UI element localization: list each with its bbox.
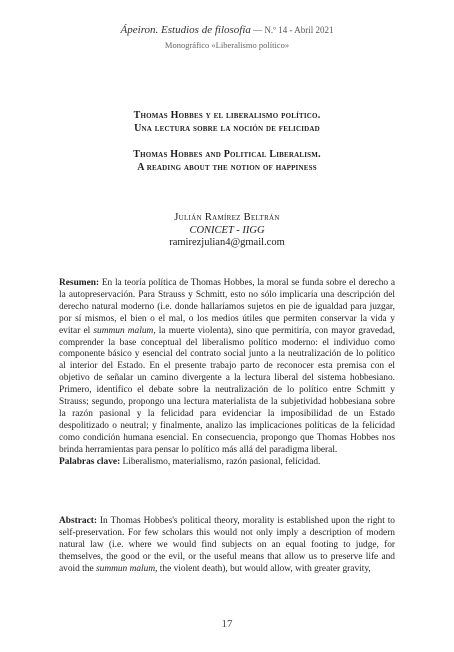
abstract-text-a: In Thomas Hobbes's political theory, morality is established upon the right to self-preservation. For few scholars this would not only imply a description of modern natural law (i.e. where we would find subjects on an equal footing to judge, for themselves, the good or the evil, or the useful means that allow us to preserve life and avoid the <box>59 516 395 574</box>
issue-info: — N.º 14 - Abril 2021 <box>250 25 334 35</box>
abstract-text-em: summun malum <box>95 563 156 574</box>
keywords-label: Palabras clave: <box>59 456 121 467</box>
journal-name: Ápeiron. Estudios de filosofía <box>120 24 251 36</box>
author-block <box>0 212 454 250</box>
page-number: 17 <box>221 618 233 630</box>
journal-line <box>0 24 454 37</box>
title-en-line1: Thomas Hobbes and Political Liberalism. <box>133 149 321 160</box>
resumen-paragraph <box>59 278 395 469</box>
running-header <box>0 24 454 52</box>
title-block <box>0 109 454 174</box>
resumen-text-b: , la muerte violenta), sino que permitiría, con mayor gravedad, comprender la base conceptual del liberalismo político moderno: el individuo como componente básico y esencial del contrato social junto a la neutralización de lo político al interior del Estado. En el presente trabajo parto de reconocer esta premisa con el objetivo de señalar un camino divergente a la lectura liberal del sistema hobbesiano. Primero, identifico el debate sobre la neutralización de lo político entre Schmitt y Strauss; segundo, propongo una lectura materialista de la subjetividad hobbesiana sobre la razón pasional y la felicidad para evidenciar la imposibilidad de un Estado despolitizado o neutral; y finalmente, analizo las implicaciones políticas de la felicidad como condición humana esencial. En consecuencia, propongo que Thomas Hobbes nos brinda herramientas para pensar lo político más allá del paradigma liberal. <box>59 325 396 455</box>
abstract-label: Abstract: <box>59 516 98 526</box>
author-name: Julián Ramírez Beltrán <box>174 212 280 223</box>
resumen-text-em: summun malum <box>93 325 154 336</box>
resumen-label: Resumen: <box>59 278 100 288</box>
author-email: ramirezjulian4@gmail.com <box>169 237 285 248</box>
title-en-line2: A reading about the notion of happiness <box>137 162 317 173</box>
abstract-paragraph <box>59 516 395 576</box>
keywords-text: Liberalismo, materialismo, razón pasional, felicidad. <box>120 456 321 467</box>
title-es-line1: Thomas Hobbes y el liberalismo político. <box>133 110 321 121</box>
title-es-line2: Una lectura sobre la noción de felicidad <box>134 123 320 134</box>
resumen-text-a: En la teoría política de Thomas Hobbes, la moral se funda sobre el derecho a la autopreservación. Para Strauss y Schmitt, esto no sólo implicaría una descripción del derecho natural moderno (i.e. donde hallaríamos sujetos en pie de igualdad para juzgar, por sí mismos, el bien o el mal, o los medios útiles que permiten conservar la vida y evitar el <box>59 278 395 336</box>
monograph-label: Monográfico «Liberalismo político» <box>164 40 290 50</box>
author-affiliation: CONICET - IIGG <box>189 224 265 236</box>
abstract-text-b: , the violent death), but would allow, with greater gravity, <box>155 563 371 574</box>
